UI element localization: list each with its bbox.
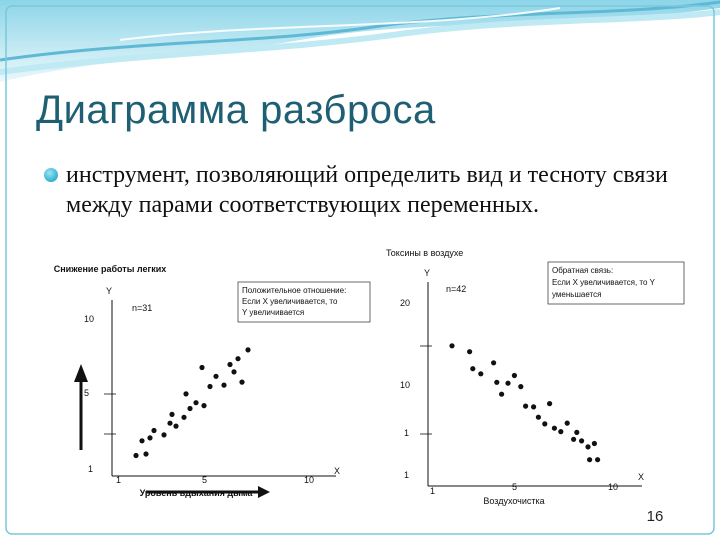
scatter-point <box>478 371 483 376</box>
scatter-point <box>147 435 152 440</box>
scatter-point <box>512 373 517 378</box>
scatter-point <box>187 406 192 411</box>
scatter-point <box>595 457 600 462</box>
legend-line-3: уменьшается <box>552 290 602 299</box>
bullet-icon <box>44 168 58 182</box>
scatter-point <box>161 432 166 437</box>
scatter-point <box>585 444 590 449</box>
x-axis-arrow-head <box>258 486 270 498</box>
scatter-points <box>133 347 250 458</box>
x-tick-5: 5 <box>512 482 518 492</box>
scatter-point <box>151 428 156 433</box>
scatter-point <box>235 356 240 361</box>
y-tick-10: 10 <box>84 314 95 324</box>
legend-line-1: Положительное отношение: <box>242 286 347 295</box>
scatter-point <box>173 424 178 429</box>
scatter-point <box>574 430 579 435</box>
y-axis-label: Снижение работы легких <box>53 264 167 274</box>
scatter-point <box>207 384 212 389</box>
scatter-point <box>547 401 552 406</box>
y-axis-letter: Y <box>106 286 113 296</box>
scatter-point <box>193 400 198 405</box>
y-tick-1a: 1 <box>404 428 410 438</box>
scatter-positive-chart <box>53 250 372 500</box>
bullet-text: инструмент, позволяющий определить вид и тесноту связи между парами соответствующих переменных. <box>66 162 668 218</box>
y-tick-1: 1 <box>88 464 94 474</box>
scatter-point <box>536 415 541 420</box>
scatter-point <box>491 360 496 365</box>
x-tick-10: 10 <box>304 475 315 485</box>
scatter-point <box>167 421 172 426</box>
scatter-point <box>201 403 206 408</box>
scatter-point <box>239 380 244 385</box>
x-tick-5: 5 <box>202 475 208 485</box>
page-number: 16 <box>646 508 664 525</box>
x-axis-label: Воздухочистка <box>483 496 545 506</box>
scatter-point <box>579 438 584 443</box>
scatter-point <box>143 451 148 456</box>
y-tick-10: 10 <box>400 380 411 390</box>
y-tick-20: 20 <box>400 298 411 308</box>
scatter-points <box>449 343 600 462</box>
x-axis-letter: X <box>638 472 645 482</box>
scatter-point <box>169 412 174 417</box>
scatter-point <box>571 437 576 442</box>
scatter-point <box>231 369 236 374</box>
legend-line-3: Y увеличивается <box>242 308 305 317</box>
n-label: n=31 <box>132 303 153 313</box>
scatter-point <box>494 380 499 385</box>
scatter-point <box>245 347 250 352</box>
n-label: n=42 <box>446 284 467 294</box>
scatter-point <box>133 453 138 458</box>
scatter-point <box>470 366 475 371</box>
scatter-point <box>499 392 504 397</box>
legend-line-2: Если X увеличивается, то <box>242 297 338 306</box>
scatter-point <box>592 441 597 446</box>
x-tick-1: 1 <box>116 475 122 485</box>
y-axis-arrow-head <box>74 364 88 382</box>
scatter-point <box>221 383 226 388</box>
scatter-point <box>518 384 523 389</box>
scatter-point <box>558 429 563 434</box>
scatter-point <box>199 365 204 370</box>
scatter-point <box>467 349 472 354</box>
scatter-point <box>587 457 592 462</box>
y-tick-1b: 1 <box>404 470 410 480</box>
x-tick-10: 10 <box>608 482 619 492</box>
scatter-point <box>505 381 510 386</box>
scatter-point <box>542 421 547 426</box>
y-axis-letter: Y <box>424 268 431 278</box>
scatter-point <box>183 391 188 396</box>
scatter-point <box>227 362 232 367</box>
x-tick-1: 1 <box>430 486 436 496</box>
scatter-point <box>523 404 528 409</box>
slide-title: Диаграмма разброса <box>36 88 436 132</box>
scatter-point <box>449 343 454 348</box>
scatter-point <box>552 426 557 431</box>
x-axis-label: Уровень вдыхания дыма <box>139 488 253 498</box>
legend-line-1: Обратная связь: <box>552 266 614 275</box>
scatter-point <box>213 374 218 379</box>
scatter-negative-chart <box>380 222 688 518</box>
legend-line-2: Если X увеличивается, то Y <box>552 278 656 287</box>
scatter-point <box>565 421 570 426</box>
scatter-point <box>181 415 186 420</box>
y-tick-5: 5 <box>84 388 90 398</box>
scatter-point <box>139 438 144 443</box>
scatter-point <box>531 404 536 409</box>
y-axis-label: Токсины в воздухе <box>386 248 464 258</box>
x-axis-letter: X <box>334 466 341 476</box>
